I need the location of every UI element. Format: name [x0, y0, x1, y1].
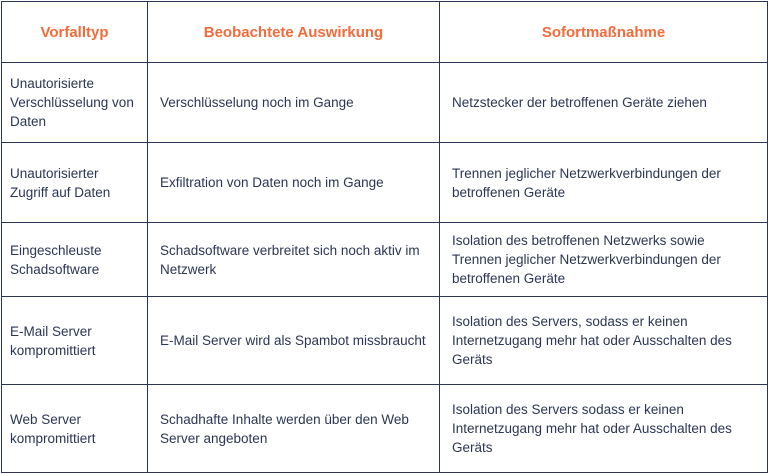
table-row: [2, 143, 768, 223]
cell-observed-effect: Schadsoftware verbreitet sich noch aktiv im Netzwerk: [148, 223, 440, 297]
cell-immediate-action: Trennen jeglicher Netzwerkverbindungen der betroffenen Geräte: [440, 143, 768, 223]
incident-response-table: [1, 1, 768, 473]
table-row: [2, 385, 768, 473]
table-row: [2, 297, 768, 385]
cell-incident-type: Eingeschleuste Schadsoftware: [2, 223, 148, 297]
cell-incident-type: Web Server kompromittiert: [2, 385, 148, 473]
cell-incident-type: Unautorisierte Verschlüsselung von Daten: [2, 63, 148, 143]
header-observed-effect: Beobachtete Auswirkung: [148, 2, 440, 63]
cell-incident-type: E-Mail Server kompromittiert: [2, 297, 148, 385]
table-row: [2, 63, 768, 143]
cell-observed-effect: Exfiltration von Daten noch im Gange: [148, 143, 440, 223]
cell-observed-effect: E-Mail Server wird als Spambot missbraucht: [148, 297, 440, 385]
cell-immediate-action: Isolation des Servers, sodass er keinen Internetzugang mehr hat oder Ausschalten des Geräts: [440, 297, 768, 385]
cell-observed-effect: Schadhafte Inhalte werden über den Web Server angeboten: [148, 385, 440, 473]
header-immediate-action: Sofortmaßnahme: [440, 2, 768, 63]
cell-observed-effect: Verschlüsselung noch im Gange: [148, 63, 440, 143]
cell-incident-type: Unautorisierter Zugriff auf Daten: [2, 143, 148, 223]
table-row: [2, 223, 768, 297]
header-incident-type: Vorfalltyp: [2, 2, 148, 63]
table-header-row: [2, 2, 768, 63]
cell-immediate-action: Isolation des Servers sodass er keinen Internetzugang mehr hat oder Ausschalten des Geräts: [440, 385, 768, 473]
cell-immediate-action: Isolation des betroffenen Netzwerks sowie Trennen jeglicher Netzwerkverbindungen der betroffenen Geräte: [440, 223, 768, 297]
cell-immediate-action: Netzstecker der betroffenen Geräte ziehen: [440, 63, 768, 143]
